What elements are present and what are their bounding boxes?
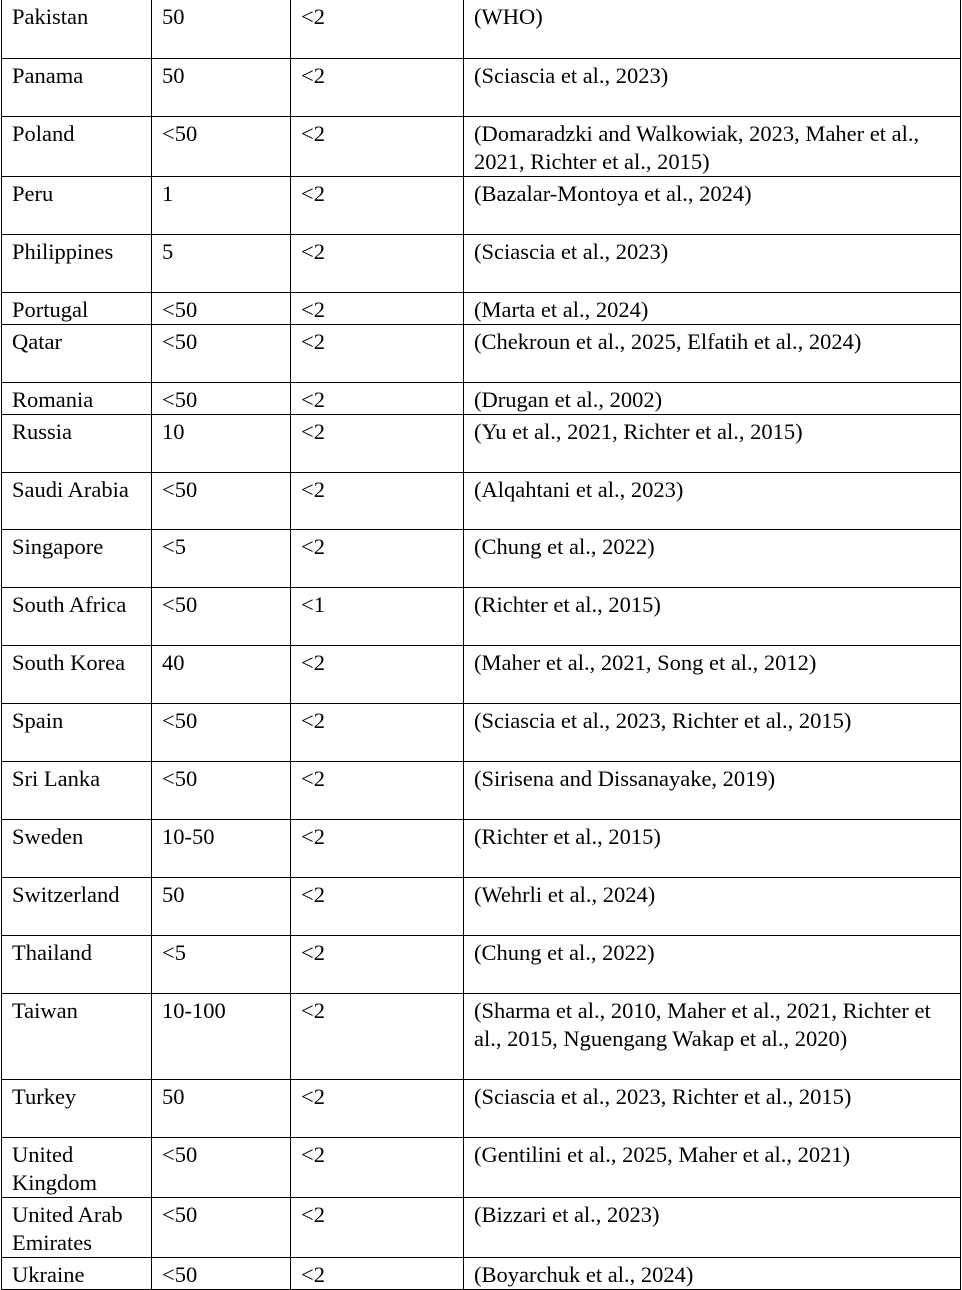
frequency-cell: <1 bbox=[291, 587, 464, 645]
table-row bbox=[2, 993, 961, 1079]
country-cell: Portugal bbox=[2, 292, 152, 324]
country-cell: Peru bbox=[2, 176, 152, 234]
country-cell: Sweden bbox=[2, 819, 152, 877]
table-row bbox=[2, 761, 961, 819]
table-row bbox=[2, 292, 961, 324]
frequency-cell: <2 bbox=[291, 176, 464, 234]
country-cell: Pakistan bbox=[2, 0, 152, 58]
country-cell: Spain bbox=[2, 703, 152, 761]
country-cell: Philippines bbox=[2, 234, 152, 292]
table-row bbox=[2, 587, 961, 645]
country-cell: Ukraine bbox=[2, 1257, 152, 1289]
frequency-cell: <2 bbox=[291, 382, 464, 414]
frequency-cell: <2 bbox=[291, 1079, 464, 1137]
reference-cell: (Sciascia et al., 2023) bbox=[464, 234, 961, 292]
table-row bbox=[2, 1137, 961, 1197]
country-cell: Thailand bbox=[2, 935, 152, 993]
data-table bbox=[1, 0, 961, 1290]
country-cell: Romania bbox=[2, 382, 152, 414]
frequency-cell: <2 bbox=[291, 1137, 464, 1197]
frequency-cell: <2 bbox=[291, 877, 464, 935]
prevalence-cell: <50 bbox=[152, 472, 291, 529]
reference-cell: (Marta et al., 2024) bbox=[464, 292, 961, 324]
prevalence-cell: 50 bbox=[152, 1079, 291, 1137]
table-row bbox=[2, 58, 961, 116]
reference-cell: (Boyarchuk et al., 2024) bbox=[464, 1257, 961, 1289]
prevalence-cell: <50 bbox=[152, 292, 291, 324]
country-cell: Panama bbox=[2, 58, 152, 116]
reference-cell: (Sciascia et al., 2023, Richter et al., 2015) bbox=[464, 703, 961, 761]
reference-cell: (Bazalar-Montoya et al., 2024) bbox=[464, 176, 961, 234]
reference-cell: (Sciascia et al., 2023) bbox=[464, 58, 961, 116]
table-row bbox=[2, 877, 961, 935]
prevalence-cell: <50 bbox=[152, 1137, 291, 1197]
country-cell: United Arab Emirates bbox=[2, 1197, 152, 1257]
reference-cell: (Chung et al., 2022) bbox=[464, 935, 961, 993]
frequency-cell: <2 bbox=[291, 1257, 464, 1289]
frequency-cell: <2 bbox=[291, 234, 464, 292]
reference-cell: (Chung et al., 2022) bbox=[464, 529, 961, 587]
country-cell: South Korea bbox=[2, 645, 152, 703]
frequency-cell: <2 bbox=[291, 472, 464, 529]
table-row bbox=[2, 935, 961, 993]
country-cell: Poland bbox=[2, 116, 152, 176]
prevalence-cell: <50 bbox=[152, 1257, 291, 1289]
reference-cell: (Yu et al., 2021, Richter et al., 2015) bbox=[464, 414, 961, 472]
prevalence-cell: 5 bbox=[152, 234, 291, 292]
prevalence-cell: 10-50 bbox=[152, 819, 291, 877]
table-row bbox=[2, 1197, 961, 1257]
table-row bbox=[2, 116, 961, 176]
reference-cell: (Gentilini et al., 2025, Maher et al., 2021) bbox=[464, 1137, 961, 1197]
prevalence-cell: <50 bbox=[152, 382, 291, 414]
frequency-cell: <2 bbox=[291, 703, 464, 761]
prevalence-cell: <50 bbox=[152, 116, 291, 176]
prevalence-cell: 1 bbox=[152, 176, 291, 234]
reference-cell: (Wehrli et al., 2024) bbox=[464, 877, 961, 935]
country-cell: United Kingdom bbox=[2, 1137, 152, 1197]
table-row bbox=[2, 1079, 961, 1137]
reference-cell: (Sharma et al., 2010, Maher et al., 2021, Richter et al., 2015, Nguengang Wakap et al., 2020) bbox=[464, 993, 961, 1079]
frequency-cell: <2 bbox=[291, 0, 464, 58]
table-row bbox=[2, 414, 961, 472]
reference-cell: (Sirisena and Dissanayake, 2019) bbox=[464, 761, 961, 819]
country-cell: Switzerland bbox=[2, 877, 152, 935]
country-cell: Taiwan bbox=[2, 993, 152, 1079]
frequency-cell: <2 bbox=[291, 292, 464, 324]
table-row bbox=[2, 176, 961, 234]
frequency-cell: <2 bbox=[291, 58, 464, 116]
frequency-cell: <2 bbox=[291, 993, 464, 1079]
reference-cell: (Alqahtani et al., 2023) bbox=[464, 472, 961, 529]
frequency-cell: <2 bbox=[291, 529, 464, 587]
country-cell: Turkey bbox=[2, 1079, 152, 1137]
frequency-cell: <2 bbox=[291, 761, 464, 819]
prevalence-cell: <50 bbox=[152, 587, 291, 645]
prevalence-cell: 10 bbox=[152, 414, 291, 472]
reference-cell: (Sciascia et al., 2023, Richter et al., 2015) bbox=[464, 1079, 961, 1137]
table-row bbox=[2, 1257, 961, 1289]
country-cell: South Africa bbox=[2, 587, 152, 645]
country-cell: Singapore bbox=[2, 529, 152, 587]
table-row bbox=[2, 529, 961, 587]
reference-cell: (Chekroun et al., 2025, Elfatih et al., 2024) bbox=[464, 324, 961, 382]
table-row bbox=[2, 703, 961, 761]
reference-cell: (Richter et al., 2015) bbox=[464, 587, 961, 645]
table-row bbox=[2, 819, 961, 877]
country-cell: Qatar bbox=[2, 324, 152, 382]
prevalence-cell: <50 bbox=[152, 324, 291, 382]
frequency-cell: <2 bbox=[291, 116, 464, 176]
frequency-cell: <2 bbox=[291, 819, 464, 877]
frequency-cell: <2 bbox=[291, 645, 464, 703]
prevalence-cell: <50 bbox=[152, 761, 291, 819]
prevalence-cell: <50 bbox=[152, 703, 291, 761]
frequency-cell: <2 bbox=[291, 935, 464, 993]
reference-cell: (WHO) bbox=[464, 0, 961, 58]
reference-cell: (Bizzari et al., 2023) bbox=[464, 1197, 961, 1257]
reference-cell: (Maher et al., 2021, Song et al., 2012) bbox=[464, 645, 961, 703]
frequency-cell: <2 bbox=[291, 1197, 464, 1257]
frequency-cell: <2 bbox=[291, 324, 464, 382]
country-cell: Russia bbox=[2, 414, 152, 472]
country-cell: Sri Lanka bbox=[2, 761, 152, 819]
frequency-cell: <2 bbox=[291, 414, 464, 472]
reference-cell: (Domaradzki and Walkowiak, 2023, Maher et al., 2021, Richter et al., 2015) bbox=[464, 116, 961, 176]
country-cell: Saudi Arabia bbox=[2, 472, 152, 529]
prevalence-cell: 50 bbox=[152, 0, 291, 58]
prevalence-cell: 40 bbox=[152, 645, 291, 703]
prevalence-cell: 50 bbox=[152, 877, 291, 935]
table-row bbox=[2, 0, 961, 58]
prevalence-cell: 10-100 bbox=[152, 993, 291, 1079]
table-row bbox=[2, 645, 961, 703]
prevalence-cell: 50 bbox=[152, 58, 291, 116]
table-row bbox=[2, 382, 961, 414]
prevalence-cell: <50 bbox=[152, 1197, 291, 1257]
table-row bbox=[2, 472, 961, 529]
prevalence-cell: <5 bbox=[152, 935, 291, 993]
table-row bbox=[2, 324, 961, 382]
prevalence-cell: <5 bbox=[152, 529, 291, 587]
table-row bbox=[2, 234, 961, 292]
reference-cell: (Drugan et al., 2002) bbox=[464, 382, 961, 414]
reference-cell: (Richter et al., 2015) bbox=[464, 819, 961, 877]
table-body bbox=[2, 0, 961, 1289]
